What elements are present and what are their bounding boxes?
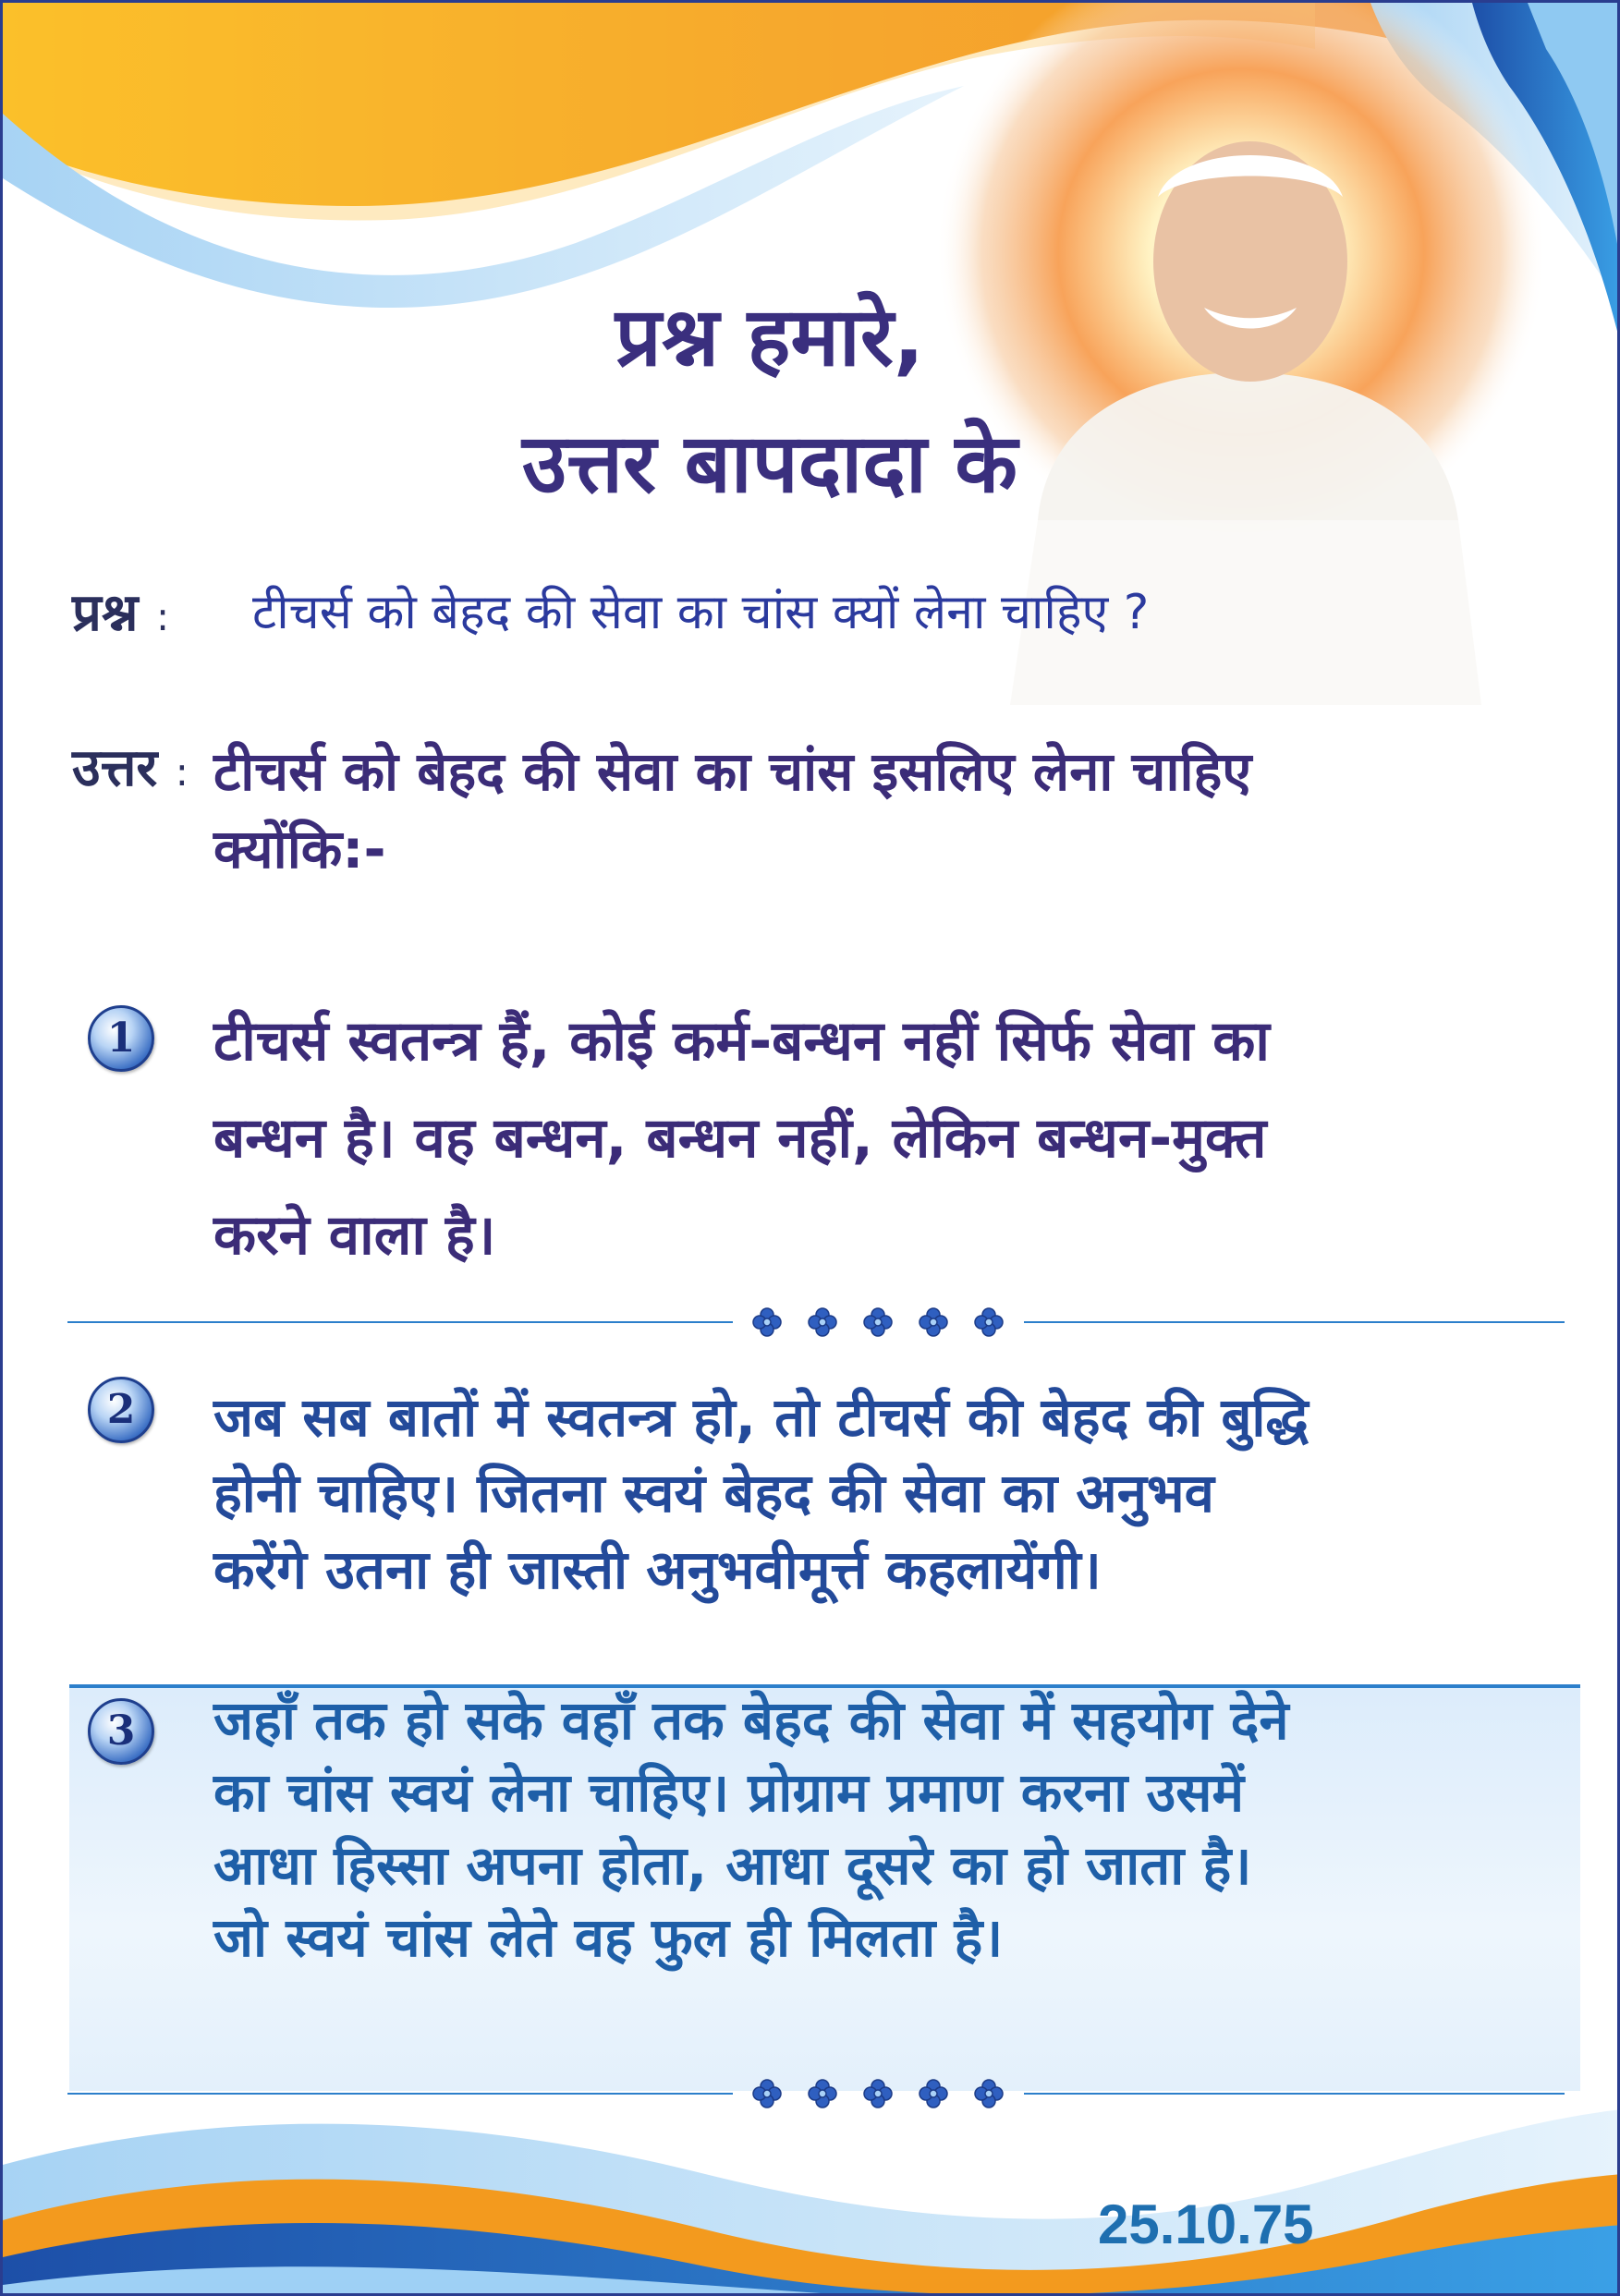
question-colon: :: [155, 594, 170, 639]
answer-label-text: उत्तर: [72, 738, 158, 798]
point-number-badge: 1: [88, 1005, 154, 1072]
title-line-2: उत्तर बापदादा के: [522, 416, 1017, 511]
point-2-text: [213, 1379, 1563, 1608]
murli-date: 25.10.75: [1098, 2193, 1314, 2255]
answer-label: [72, 731, 189, 801]
question-label: [72, 576, 169, 646]
flower-icon: [747, 2075, 1010, 2112]
flower-icon: [747, 1304, 1010, 1341]
point-line: बन्धन है। वह बन्धन, बन्धन नहीं, लेकिन बन्धन-मुक्त: [213, 1106, 1267, 1171]
point-line: टीचर्स स्वतन्त्र हैं, कोई कर्म-बन्धन नहीं सिर्फ सेवा का: [213, 1009, 1270, 1074]
point-line: करेंगे उतना ही जास्ती अनुभवीमूर्त्त कहलायेंगी।: [213, 1537, 1102, 1601]
point-line: होनी चाहिए। जितना स्वयं बेहद की सेवा का अनुभव: [213, 1462, 1214, 1525]
point-line: आधा हिस्सा अपना होता, आधा दूसरे का हो जाता है।: [213, 1833, 1252, 1897]
answer-line: क्योंकि:-: [213, 818, 386, 881]
point-line: जो स्वयं चांस लेते वह फुल ही मिलता है।: [213, 1905, 1004, 1969]
point-line: जहाँ तक हो सके वहाँ तक बेहद की सेवा में सहयोग देने: [213, 1689, 1289, 1752]
flower-divider: [67, 2075, 1565, 2112]
answer-line: टीचर्स को बेहद की सेवा का चांस इसलिए लेना चाहिए: [213, 740, 1252, 803]
flower-divider: [67, 1304, 1565, 1341]
point-line: करने वाला है।: [213, 1203, 496, 1268]
question-text: टीचर्स को बेहद की सेवा का चांस क्यों लेना चाहिए ?: [252, 585, 1150, 640]
question-label-text: प्रश्न: [72, 583, 139, 643]
answer-text: [213, 733, 1572, 888]
title-line-1: प्रश्न हमारे,: [615, 289, 925, 384]
point-line: जब सब बातों में स्वतन्त्र हो, तो टीचर्स की बेहद की बुद्धि: [213, 1386, 1309, 1449]
point-3-text: [213, 1684, 1563, 1974]
point-line: का चांस स्वयं लेना चाहिए। प्रोग्राम प्रमाण करना उसमें: [213, 1761, 1245, 1825]
point-number-badge: 2: [88, 1377, 154, 1443]
answer-colon: :: [175, 749, 189, 795]
point-1-text: [213, 993, 1563, 1284]
point-number-badge: 3: [88, 1698, 154, 1765]
